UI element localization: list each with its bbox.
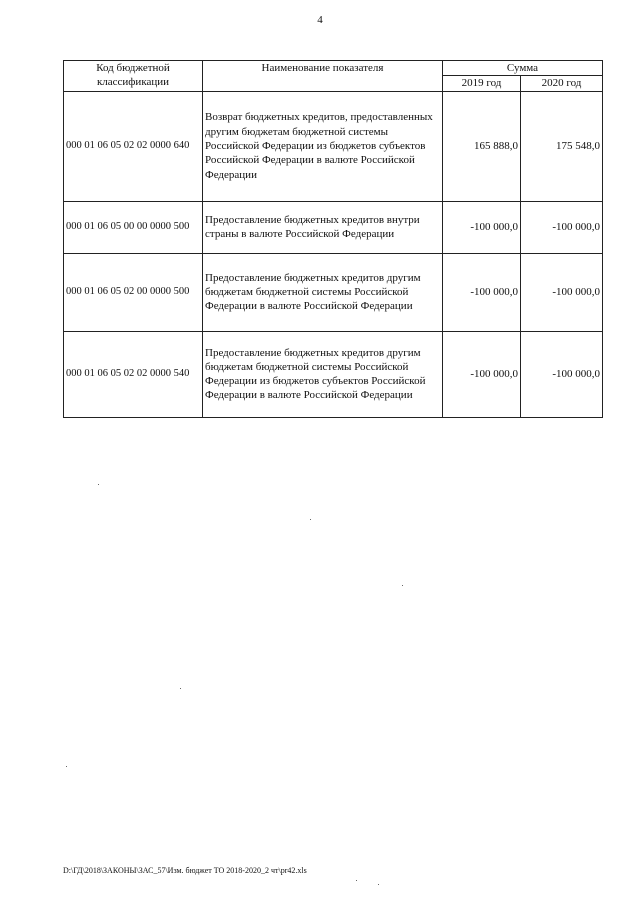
row-code: 000 01 06 05 02 02 0000 640 [64, 91, 203, 201]
row-amount-2019: -100 000,0 [443, 253, 521, 331]
row-amount-2019: -100 000,0 [443, 331, 521, 417]
row-amount-2020: -100 000,0 [521, 331, 603, 417]
row-name: Предоставление бюджетных кредитов внутри страны в валюте Российской Федерации [203, 201, 443, 253]
header-name: Наименование показателя [203, 61, 443, 92]
row-amount-2020: -100 000,0 [521, 201, 603, 253]
scan-speck [310, 519, 311, 520]
scan-speck [98, 484, 99, 485]
row-name: Предоставление бюджетных кредитов другим бюджетам бюджетной системы Российской Федерации из бюджетов субъектов Российской Федерации в валюте Российской Федерации [203, 331, 443, 417]
table-row [64, 201, 603, 253]
budget-table [63, 60, 603, 418]
row-code: 000 01 06 05 02 00 0000 500 [64, 253, 203, 331]
table-row [64, 253, 603, 331]
scan-speck [180, 688, 181, 689]
row-code: 000 01 06 05 00 00 0000 500 [64, 201, 203, 253]
table-header-row [64, 61, 603, 76]
row-amount-2020: -100 000,0 [521, 253, 603, 331]
row-name: Возврат бюджетных кредитов, предоставленных другим бюджетам бюджетной системы Российской Федерации из бюджетов субъектов Российской Федерации в валюте Российской Федерации [203, 91, 443, 201]
table-row [64, 91, 603, 201]
row-amount-2019: -100 000,0 [443, 201, 521, 253]
row-amount-2020: 175 548,0 [521, 91, 603, 201]
row-amount-2019: 165 888,0 [443, 91, 521, 201]
row-name: Предоставление бюджетных кредитов другим бюджетам бюджетной системы Российской Федерации в валюте Российской Федерации [203, 253, 443, 331]
footer-file-path: D:\ГД\2018\ЗАКОНЫ\ЗАС_57\Изм. бюджет ТО 2018-2020_2 чт\pr42.xls [63, 866, 307, 875]
table-row [64, 331, 603, 417]
row-code: 000 01 06 05 02 02 0000 540 [64, 331, 203, 417]
scan-speck [378, 884, 379, 885]
header-sum: Сумма [443, 61, 603, 76]
scan-speck [402, 585, 403, 586]
header-code: Код бюджетной классификации [64, 61, 203, 92]
header-year-2019: 2019 год [443, 76, 521, 91]
scan-speck [66, 766, 67, 767]
page-number: 4 [317, 14, 323, 26]
header-year-2020: 2020 год [521, 76, 603, 91]
scan-speck [356, 880, 357, 881]
